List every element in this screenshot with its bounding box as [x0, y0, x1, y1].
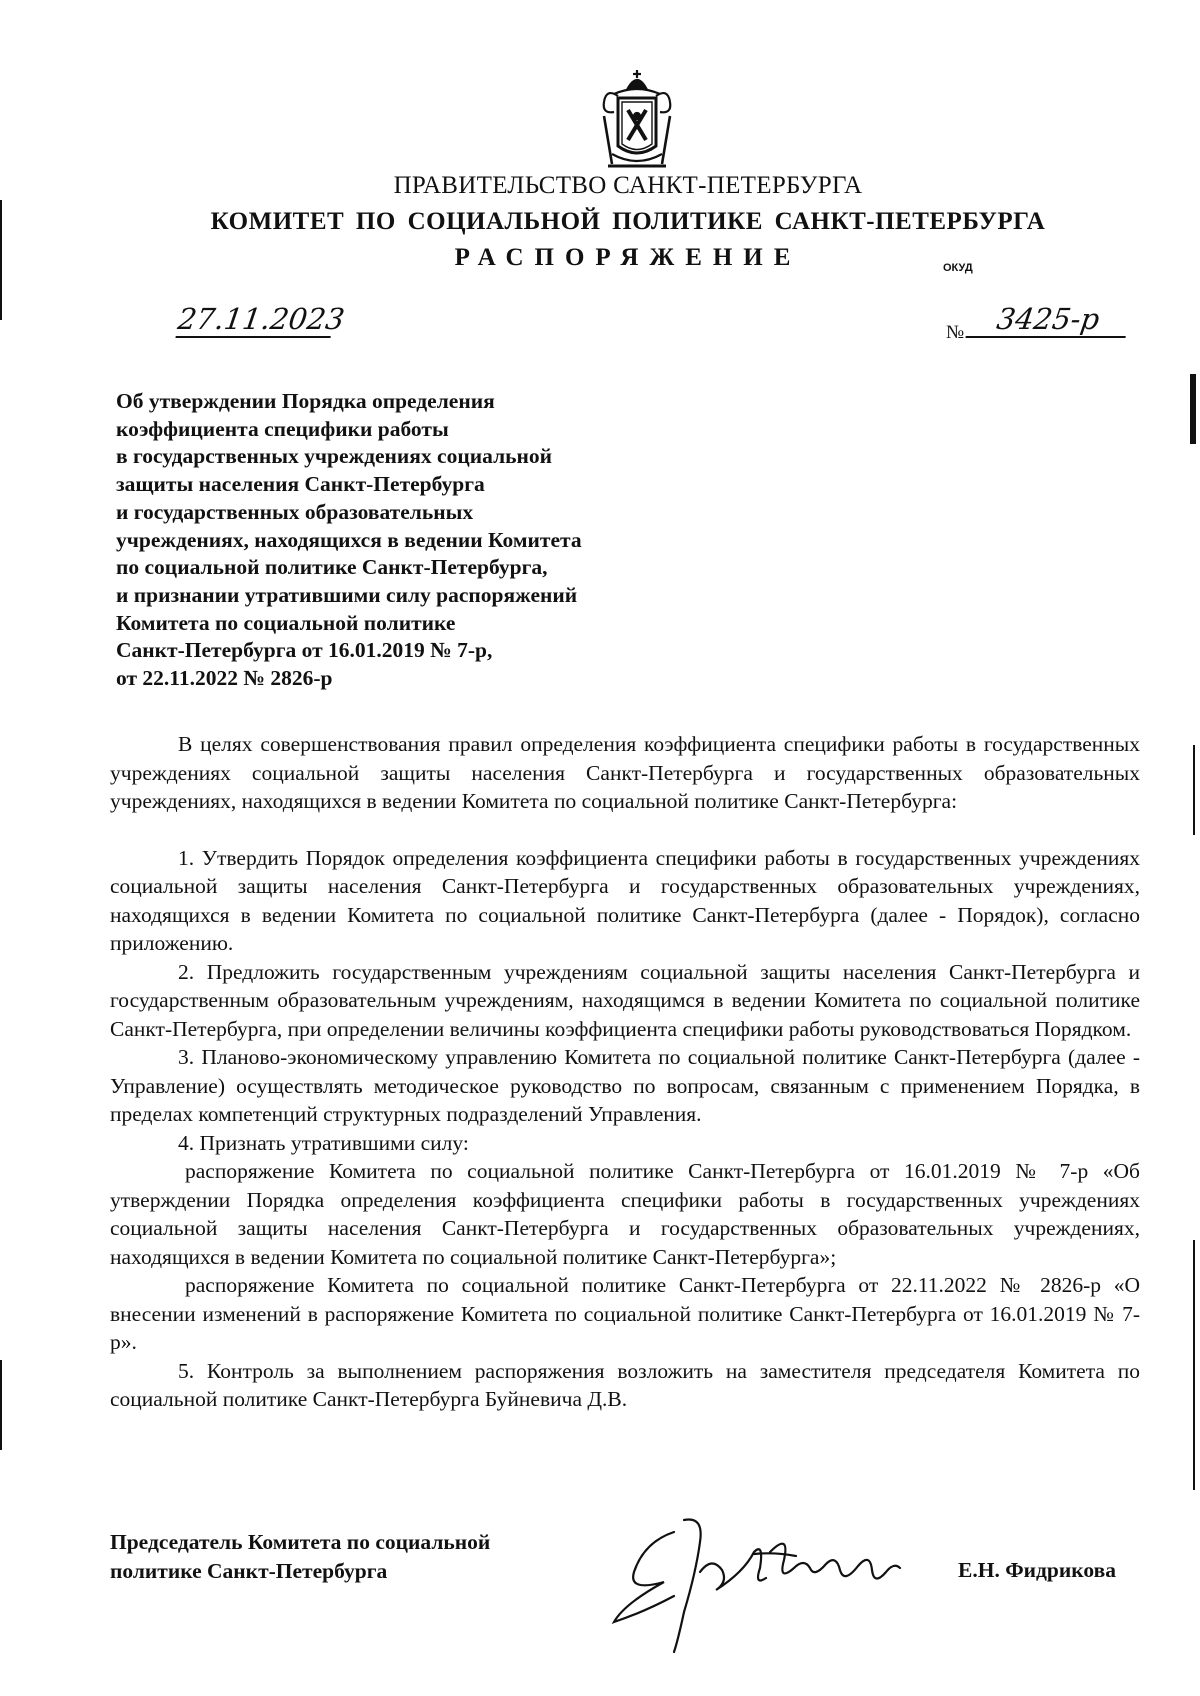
item-4a-paragraph: распоряжение Комитета по социальной политике Санкт-Петербурга от 16.01.2019 № 7-р «Об утверждении Порядка определения коэффициента специфики работы в государственных учреждениях социальной защиты населения Санкт-Петербурга и государственных образовательных учреждениях, находящихся в ведении Комитета по социальной политике Санкт-Петербурга»; [110, 1159, 1140, 1269]
preamble-paragraph: В целях совершенствования правил определения коэффициента специфики работы в государственных учреждениях социальной защиты населения Санкт-Петербурга и государственных образовательных учреждениях, находящихся в ведении Комитета по социальной политике Санкт-Петербурга: [110, 732, 1140, 813]
scan-edge-mark [1190, 374, 1196, 444]
title-line: в государственных учреждениях социальной [116, 444, 553, 469]
okud-label: ОКУД [943, 262, 973, 274]
signatory-position [110, 1528, 580, 1585]
signatory-position-line: Председатель Комитета по социальной [110, 1530, 491, 1554]
title-line: защиты населения Санкт-Петербурга [116, 472, 485, 497]
title-line: Об утверждении Порядка определения [116, 389, 495, 413]
document-date: 27.11.2023 [175, 302, 347, 336]
document-body [110, 730, 1140, 1414]
title-line: Санкт-Петербурга от 16.01.2019 № 7-р, [116, 638, 493, 663]
title-line: коэффициента специфики работы [116, 416, 449, 441]
scan-edge-mark [0, 200, 2, 320]
item-1-paragraph: 1. Утвердить Порядок определения коэффициента специфики работы в государственных учреждениях социальной защиты населения Санкт-Петербурга и государственных образовательных учреждениях, находящихся в ведении Комитета по социальной политике Санкт-Петербурга (далее - Порядок), согласно приложению. [110, 845, 1140, 955]
item-4-paragraph: 4. Признать утратившими силу: [178, 1130, 469, 1155]
document-title [116, 388, 676, 693]
number-label: № [946, 322, 965, 343]
government-heading: ПРАВИТЕЛЬСТВО САНКТ-ПЕТЕРБУРГА [393, 172, 863, 199]
title-line: и признании утратившими силу распоряжений [116, 582, 578, 607]
item-2-paragraph: 2. Предложить государственным учреждениям социальной защиты населения Санкт-Петербурга и государственным образовательным учреждениям, находящимся в ведении Комитета по социальной политике Санкт-Петербурга, при определении величины коэффициента специфики работы руководствоваться Порядком. [110, 959, 1140, 1041]
signatory-position-line: политике Санкт-Петербурга [110, 1558, 388, 1583]
coat-of-arms-icon [598, 68, 676, 170]
scan-edge-mark [0, 1360, 2, 1450]
committee-heading: КОМИТЕТ ПО СОЦИАЛЬНОЙ ПОЛИТИКЕ САНКТ-ПЕТЕРБУРГА [210, 208, 1046, 235]
document-type-heading: РАСПОРЯЖЕНИЕ [454, 244, 802, 271]
title-line: и государственных образовательных [116, 499, 474, 524]
title-line: учреждениях, находящихся в ведении Комитета [116, 527, 582, 552]
signatory-name: Е.Н. Фидрикова [958, 1558, 1116, 1582]
item-5-paragraph: 5. Контроль за выполнением распоряжения возложить на заместителя председателя Комитета по социальной политике Санкт-Петербурга Буйневича Д.В. [110, 1358, 1140, 1411]
scan-edge-mark [1193, 1240, 1195, 1490]
title-line: по социальной политике Санкт-Петербурга, [116, 555, 548, 580]
item-3-paragraph: 3. Планово-экономическому управлению Комитета по социальной политике Санкт-Петербурга (далее - Управление) осуществлять методическое руководство по вопросам, связанным с применением Порядка, в пределах компетенций структурных подразделений Управления. [110, 1045, 1140, 1126]
handwritten-signature [604, 1512, 904, 1662]
scan-edge-mark [1193, 745, 1195, 835]
item-4b-paragraph: распоряжение Комитета по социальной политике Санкт-Петербурга от 22.11.2022 № 2826-р «О внесении изменений в распоряжение Комитета по социальной политике Санкт-Петербурга от 16.01.2019 № 7-р». [110, 1273, 1140, 1354]
title-line: от 22.11.2022 № 2826-р [116, 666, 333, 691]
title-line: Комитета по социальной политике [116, 610, 456, 635]
document-number: 3425-р [965, 302, 1130, 338]
